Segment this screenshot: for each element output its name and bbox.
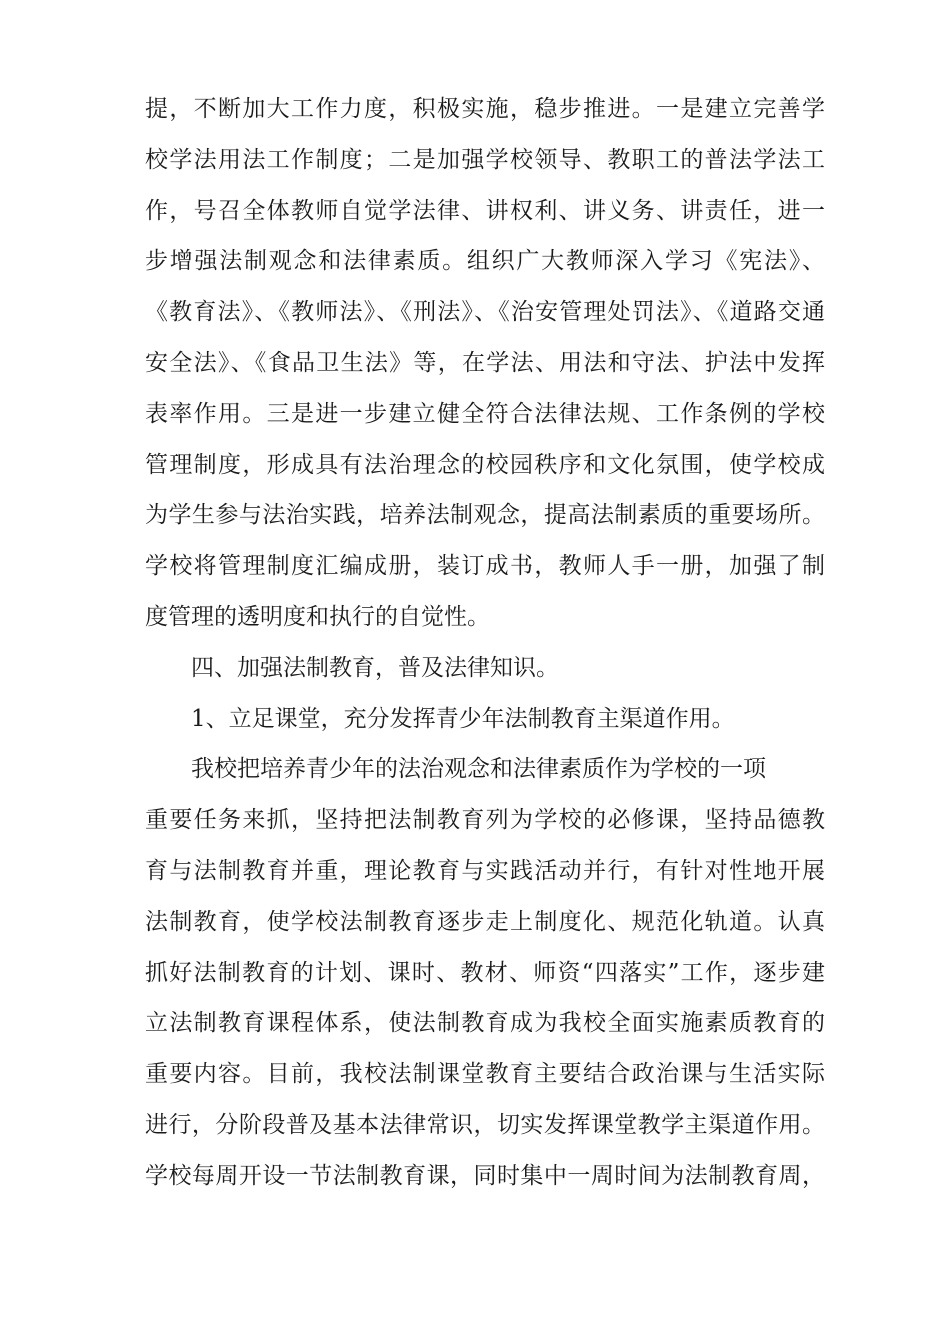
text-line: 学校将管理制度汇编成册，装订成书，教师人手一册，加强了制 bbox=[145, 553, 825, 580]
text-line: 校学法用法工作制度；二是加强学校领导、教职工的普法学法工 bbox=[145, 146, 825, 173]
text-line: 度管理的透明度和执行的自觉性。 bbox=[145, 603, 490, 630]
text-line: 重要内容。目前，我校法制课堂教育主要结合政治课与生活实际 bbox=[145, 1061, 825, 1088]
text-line: 育与法制教育并重，理论教育与实践活动并行，有针对性地开展 bbox=[145, 857, 825, 884]
text-line: 《教育法》、《教师法》、《刑法》、《治安管理处罚法》、《道路交通 bbox=[145, 299, 825, 326]
text-line: 作，号召全体教师自觉学法律、讲权利、讲义务、讲责任，进一 bbox=[145, 197, 825, 224]
subsection-heading: 1、立足课堂，充分发挥青少年法制教育主渠道作用。 bbox=[191, 705, 735, 732]
text-line: 抓好法制教育的计划、课时、教材、师资“四落实”工作，逐步建 bbox=[145, 959, 825, 986]
text-line: 提，不断加大工作力度，积极实施，稳步推进。一是建立完善学 bbox=[145, 96, 825, 122]
text-line: 步增强法制观念和法律素质。组织广大教师深入学习《宪法》、 bbox=[145, 248, 825, 275]
text-line: 进行，分阶段普及基本法律常识，切实发挥课堂教学主渠道作用。 bbox=[145, 1111, 825, 1138]
section-heading: 四、加强法制教育，普及法律知识。 bbox=[191, 654, 559, 681]
text-line: 安全法》、《食品卫生法》等，在学法、用法和守法、护法中发挥 bbox=[145, 349, 825, 376]
body-text bbox=[145, 84, 825, 1202]
text-line: 学校每周开设一节法制教育课，同时集中一周时间为法制教育周， bbox=[145, 1162, 825, 1189]
text-line: 我校把培养青少年的法治观念和法律素质作为学校的一项 bbox=[191, 756, 766, 783]
text-line: 法制教育，使学校法制教育逐步走上制度化、规范化轨道。认真 bbox=[145, 908, 825, 935]
text-line: 管理制度，形成具有法治理念的校园秩序和文化氛围，使学校成 bbox=[145, 451, 825, 478]
text-line: 表率作用。三是进一步建立健全符合法律法规、工作条例的学校 bbox=[145, 400, 825, 427]
text-line: 立法制教育课程体系，使法制教育成为我校全面实施素质教育的 bbox=[145, 1010, 825, 1037]
text-line: 为学生参与法治实践，培养法制观念，提高法制素质的重要场所。 bbox=[145, 502, 825, 529]
text-line: 重要任务来抓，坚持把法制教育列为学校的必修课，坚持品德教 bbox=[145, 807, 825, 834]
